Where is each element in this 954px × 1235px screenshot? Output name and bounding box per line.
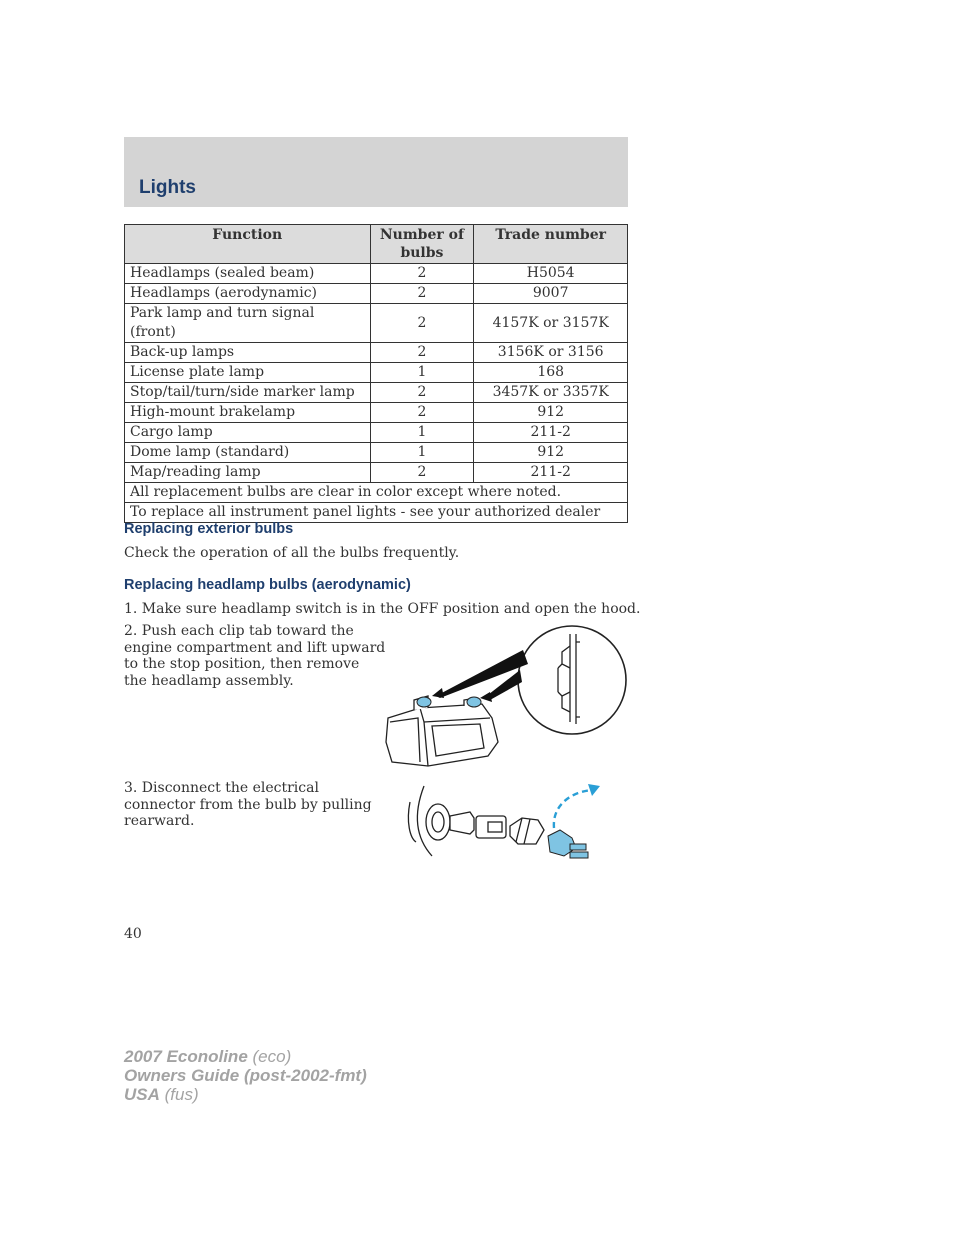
table-note: All replacement bulbs are clear in color except where noted. <box>125 483 628 503</box>
cell-count: 2 <box>370 383 474 403</box>
cell-trade-number: 912 <box>474 403 628 423</box>
clip-tab-icon <box>467 697 481 707</box>
cell-count: 2 <box>370 463 474 483</box>
footer-code: (eco) <box>247 1047 292 1066</box>
cell-count: 2 <box>370 284 474 304</box>
cell-function: Cargo lamp <box>125 423 371 443</box>
step-2-line: 2. Push each clip tab toward the <box>124 623 354 639</box>
column-header-function: Function <box>125 225 371 264</box>
table-row <box>125 463 628 483</box>
cell-count: 2 <box>370 343 474 363</box>
column-header-trade-number: Trade number <box>474 225 628 264</box>
table-row <box>125 284 628 304</box>
table-row <box>125 443 628 463</box>
step-2-line: the headlamp assembly. <box>124 672 294 689</box>
table-row <box>125 304 628 343</box>
cell-count: 1 <box>370 423 474 443</box>
cell-function: Park lamp and turn signal (front) <box>125 304 371 343</box>
step-3-line: connector from the bulb by pulling <box>124 796 372 813</box>
electrical-connector-icon <box>548 830 588 858</box>
document-footer <box>124 1047 367 1104</box>
bulb-table <box>124 224 628 523</box>
footer-guide: Owners Guide (post-2002-fmt) <box>124 1066 367 1085</box>
table-row <box>125 383 628 403</box>
footer-line-3 <box>124 1085 367 1104</box>
step-2-line: to the stop position, then remove <box>124 656 360 672</box>
section-header <box>124 137 628 207</box>
footer-line-1 <box>124 1047 367 1066</box>
cell-function: Back-up lamps <box>125 343 371 363</box>
table-row <box>125 403 628 423</box>
table-row <box>125 423 628 443</box>
cell-trade-number: 3457K or 3357K <box>474 383 628 403</box>
cell-trade-number: 168 <box>474 363 628 383</box>
step-1-text: 1. Make sure headlamp switch is in the OFF position and open the hood. <box>124 601 641 617</box>
cell-function: Headlamps (aerodynamic) <box>125 284 371 304</box>
footer-market-code: (fus) <box>159 1085 199 1104</box>
table-note: To replace all instrument panel lights - see your authorized dealer <box>125 503 628 523</box>
cell-function: Stop/tail/turn/side marker lamp <box>125 383 371 403</box>
pull-direction-arrow <box>554 790 592 828</box>
step-2-line: engine compartment and lift upward <box>124 639 386 656</box>
clip-tab-detail-icon <box>518 626 626 734</box>
footer-model: 2007 Econoline <box>124 1047 248 1066</box>
headlamp-assembly-illustration <box>380 622 632 774</box>
cell-trade-number: 211-2 <box>474 463 628 483</box>
table-row <box>125 363 628 383</box>
cell-trade-number: 211-2 <box>474 423 628 443</box>
cell-count: 1 <box>370 363 474 383</box>
table-row <box>125 343 628 363</box>
pointer-arrow <box>436 650 528 698</box>
cell-trade-number: H5054 <box>474 264 628 284</box>
step-3-line: 3. Disconnect the electrical <box>124 780 319 796</box>
step-2-text <box>124 623 385 689</box>
table-note-row <box>125 503 628 523</box>
cell-trade-number: 3156K or 3156 <box>474 343 628 363</box>
cell-count: 2 <box>370 264 474 284</box>
cell-count: 2 <box>370 403 474 423</box>
exterior-paragraph: Check the operation of all the bulbs frequently. <box>124 545 460 561</box>
footer-market: USA <box>124 1085 160 1104</box>
cell-function: Headlamps (sealed beam) <box>125 264 371 284</box>
step-3-line: rearward. <box>124 813 195 829</box>
cell-count: 1 <box>370 443 474 463</box>
table-note-row <box>125 483 628 503</box>
cell-function: Dome lamp (standard) <box>125 443 371 463</box>
cell-function: High-mount brakelamp <box>125 403 371 423</box>
table-header-row <box>125 225 628 264</box>
cell-trade-number: 4157K or 3157K <box>474 304 628 343</box>
page-title: Lights <box>139 177 196 198</box>
footer-line-2 <box>124 1066 367 1085</box>
step-3-text <box>124 780 372 830</box>
cell-trade-number: 912 <box>474 443 628 463</box>
cell-function: Map/reading lamp <box>125 463 371 483</box>
table-row <box>125 264 628 284</box>
cell-count: 2 <box>370 304 474 343</box>
page-number: 40 <box>124 926 142 942</box>
cell-function: License plate lamp <box>125 363 371 383</box>
section-heading-headlamp: Replacing headlamp bulbs (aerodynamic) <box>124 577 411 593</box>
bulb-connector-illustration <box>404 782 608 860</box>
column-header-number-of-bulbs: Number of bulbs <box>370 225 474 264</box>
section-heading-exterior: Replacing exterior bulbs <box>124 521 294 537</box>
cell-trade-number: 9007 <box>474 284 628 304</box>
clip-tab-icon <box>417 697 431 707</box>
headlamp-body <box>386 696 498 766</box>
